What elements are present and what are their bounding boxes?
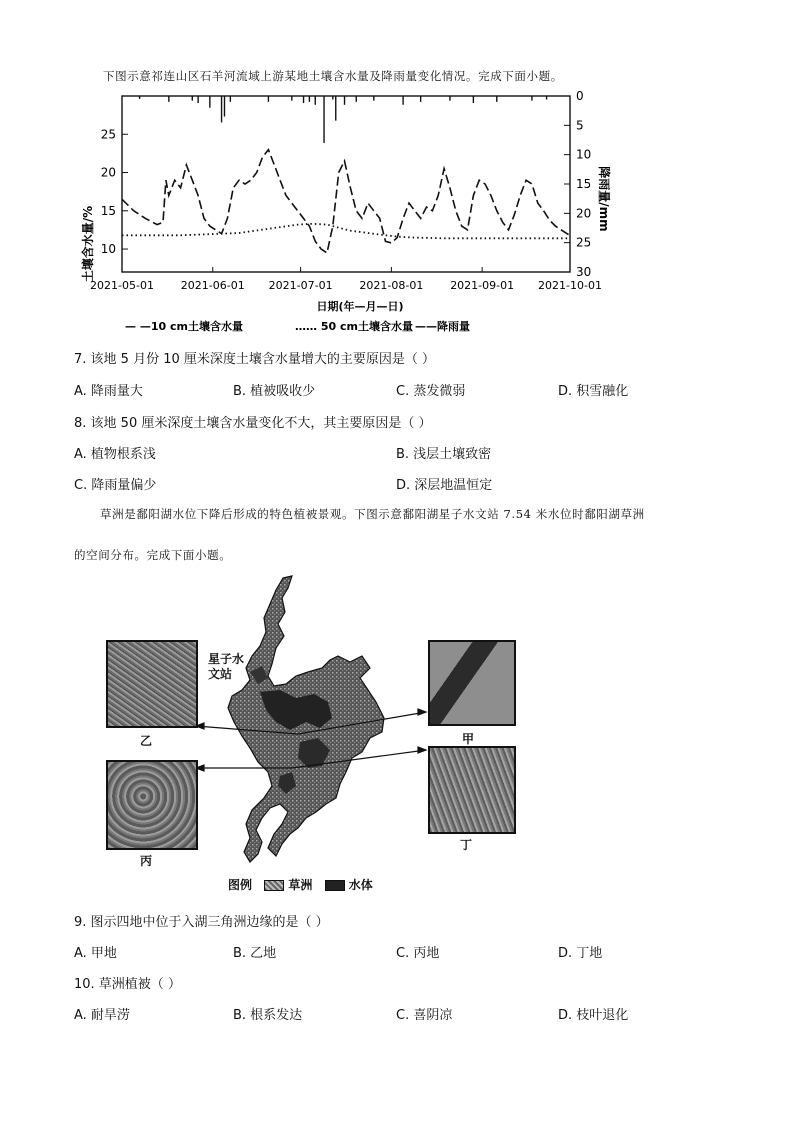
q7-option-d[interactable]: D. 积雪融化	[558, 384, 629, 399]
intro-text-2-line1: 草洲是鄱阳湖水位下降后形成的特色植被景观。下图示意鄱阳湖星子水文站 7.54 米水位时鄱阳湖草洲	[100, 507, 645, 521]
inset-yi	[106, 640, 198, 728]
x-tick-label: 2021-09-01	[450, 279, 515, 292]
chart-legend	[125, 319, 470, 333]
inset-yi-label: 乙	[140, 734, 153, 748]
legend-title: 图例	[228, 878, 253, 892]
y-right-tick-label: 5	[576, 118, 584, 133]
legend-10cm: — —10 cm土壤含水量	[125, 320, 243, 333]
intro-text-1: 下图示意祁连山区石羊河流域上游某地土壤含水量及降雨量变化情况。完成下面小题。	[103, 69, 563, 83]
legend-rain: ——降雨量	[415, 320, 470, 333]
q9-option-d[interactable]: D. 丁地	[558, 946, 603, 961]
y-right-tick-label: 20	[576, 206, 592, 221]
q7-option-a[interactable]: A. 降雨量大	[74, 384, 143, 399]
q10-option-b[interactable]: B. 根系发达	[233, 1008, 303, 1023]
y-left-tick-label: 10	[100, 242, 116, 257]
inset-jia	[428, 640, 516, 726]
plot-frame	[122, 96, 570, 272]
poyang-map-figure	[100, 572, 530, 897]
soil-moisture-chart	[70, 84, 630, 336]
inset-jia-label: 甲	[462, 732, 475, 746]
question-8: 8. 该地 50 厘米深度土壤含水量变化不大，其主要原因是（ ）	[74, 416, 432, 431]
legend-50cm: …… 50 cm土壤含水量	[295, 320, 413, 333]
x-tick-label: 2021-05-01	[90, 279, 154, 292]
question-7: 7. 该地 5 月份 10 厘米深度土壤含水量增大的主要原因是（ ）	[74, 352, 436, 367]
intro-text-2-line2: 的空间分布。完成下面小题。	[74, 548, 232, 562]
y-left-tick-label: 20	[100, 165, 116, 180]
q8-option-a[interactable]: A. 植物根系浅	[74, 447, 156, 462]
q7-option-b[interactable]: B. 植被吸收少	[233, 384, 316, 399]
station-label-line1: 星子水	[208, 652, 245, 666]
y-axis-right-label: 降雨量/mm	[597, 166, 611, 232]
y-axis-left-label: 土壤含水量/%	[81, 205, 95, 283]
x-tick-label: 2021-08-01	[359, 279, 424, 292]
legend-water-label: 水体	[348, 878, 373, 892]
x-tick-label: 2021-06-01	[180, 279, 245, 292]
q8-option-d[interactable]: D. 深层地温恒定	[396, 478, 493, 493]
legend-grass-label: 草洲	[288, 878, 313, 892]
y-left-tick-label: 25	[100, 127, 116, 142]
x-tick-label: 2021-07-01	[268, 279, 333, 292]
y-right-tick-label: 0	[576, 89, 584, 103]
q10-option-a[interactable]: A. 耐旱涝	[74, 1008, 130, 1023]
q10-option-c[interactable]: C. 喜阴凉	[396, 1008, 453, 1023]
x-axis-label: 日期(年—月—日)	[316, 300, 404, 313]
y-right-tick-label: 30	[576, 265, 592, 279]
question-10: 10. 草洲植被（ ）	[74, 977, 181, 992]
q7-option-c[interactable]: C. 蒸发微弱	[396, 384, 466, 399]
inset-ding	[428, 746, 516, 834]
station-label-line2: 文站	[208, 667, 233, 681]
q9-option-c[interactable]: C. 丙地	[396, 946, 440, 961]
question-9: 9. 图示四地中位于入湖三角洲边缘的是（ ）	[74, 915, 329, 930]
y-left-tick-label: 15	[100, 203, 116, 218]
q10-option-d[interactable]: D. 枝叶退化	[558, 1008, 629, 1023]
legend-grass-swatch	[264, 880, 284, 891]
q9-option-b[interactable]: B. 乙地	[233, 946, 277, 961]
legend-water-swatch	[325, 880, 345, 891]
q9-option-a[interactable]: A. 甲地	[74, 946, 117, 961]
inset-bing-label: 丙	[140, 854, 153, 868]
inset-bing	[106, 760, 198, 850]
q8-option-c[interactable]: C. 降雨量偏少	[74, 478, 157, 493]
inset-ding-label: 丁	[460, 838, 473, 852]
y-right-tick-label: 25	[576, 235, 592, 250]
y-right-tick-label: 15	[576, 177, 592, 191]
x-tick-label: 2021-10-01	[538, 279, 602, 292]
y-right-tick-label: 10	[576, 147, 592, 162]
series-50cm-line	[122, 224, 570, 239]
q8-option-b[interactable]: B. 浅层土壤致密	[396, 447, 492, 462]
map-legend	[228, 876, 373, 893]
